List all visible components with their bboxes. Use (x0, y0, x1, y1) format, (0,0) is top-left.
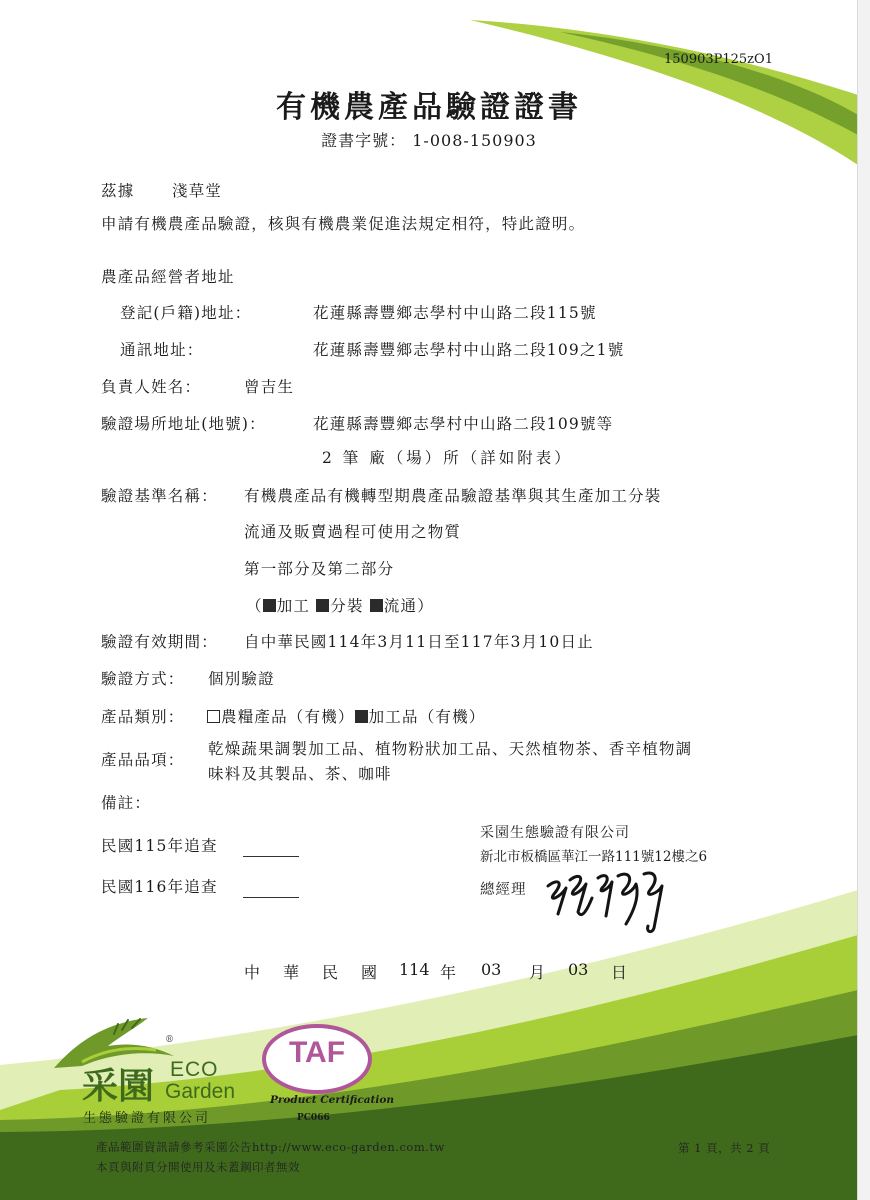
date-day: 03 (568, 960, 589, 979)
issuer-address: 新北市板橋區華江一路111號12樓之6 (480, 849, 708, 865)
standard-line-3: 第一部分及第二部分 (244, 560, 395, 578)
checkbox-distribution (370, 599, 383, 612)
category-agri-product: 農糧產品（有機） (221, 708, 355, 726)
standard-line-1: 有機農產品有機轉型期農產品驗證基準與其生產加工分裝 (244, 487, 662, 505)
standard-line-2: 流通及販賣過程可使用之物質 (244, 523, 462, 541)
date-day-unit: 日 (611, 963, 628, 982)
checkbox-processed-product (355, 710, 368, 723)
taf-code: PC066 (297, 1113, 330, 1123)
validity-label: 驗證有效期間： (101, 633, 218, 651)
mailing-address: 花蓮縣壽豐鄉志學村中山路二段109之1號 (313, 341, 625, 359)
items-line-2: 味料及其製品、茶、咖啡 (208, 765, 392, 783)
items-label: 產品品項： (101, 751, 185, 769)
applicant-name: 淺草堂 (172, 182, 223, 200)
date-char-3: 民 (322, 963, 339, 982)
remarks-label: 備註： (101, 794, 152, 812)
general-manager-label: 總經理 (480, 882, 527, 898)
date-month-unit: 月 (529, 963, 546, 982)
certification-statement: 申請有機農產品驗證，核與有機農業促進法規定相符，特此證明。 (101, 215, 586, 233)
followup-116-blank (243, 897, 299, 898)
logo-registered-mark: ® (165, 1035, 174, 1045)
date-month: 03 (481, 960, 502, 979)
followup-115-blank (243, 856, 299, 857)
category-processed-product: 加工品（有機） (368, 708, 486, 726)
signature-image (540, 868, 690, 938)
method-label: 驗證方式： (101, 670, 185, 688)
basis-label: 茲據 (101, 182, 135, 200)
checkbox-agri-product (207, 710, 220, 723)
logo-company-name: 生態驗證有限公司 (83, 1111, 212, 1126)
date-year-unit: 年 (440, 963, 457, 982)
category-label: 產品類別： (101, 708, 185, 726)
standard-label: 驗證基準名稱： (101, 487, 218, 505)
scope-close: ） (417, 597, 434, 615)
logo-garden-text: Garden (165, 1080, 236, 1103)
scope-processing: 加工 (276, 597, 311, 615)
logo-eco-text: ECO (170, 1058, 219, 1081)
registered-address: 花蓮縣壽豐鄉志學村中山路二段115號 (313, 304, 597, 322)
date-char-4: 國 (361, 963, 378, 982)
address-section-label: 農產品經營者地址 (101, 268, 235, 286)
followup-116-label: 民國116年追查 (101, 878, 218, 896)
method-value: 個別驗證 (208, 670, 275, 688)
certificate-number-value: 1-008-150903 (412, 131, 537, 150)
footer-notice-2: 本頁與附頁分開使用及未蓋鋼印者無效 (96, 1160, 300, 1174)
logo-chinese-name: 采園 (82, 1065, 155, 1107)
page-number: 第 1 頁，共 2 頁 (678, 1141, 771, 1155)
taf-caption: Product Certification (270, 1094, 395, 1106)
responsible-label: 負責人姓名： (101, 378, 202, 396)
validity-period: 自中華民國114年3月11日至117年3月10日止 (244, 633, 594, 651)
site-count: 2 筆 廠（場）所（詳如附表） (322, 449, 573, 467)
scope-open: （ (246, 597, 263, 615)
responsible-name: 曾吉生 (244, 378, 295, 396)
certificate-number (0, 128, 858, 151)
certificate-number-label: 證書字號： (321, 131, 407, 150)
page-title: 有機農產品驗證證書 (276, 90, 582, 125)
followup-115-label: 民國115年追查 (101, 837, 218, 855)
footer-notice-1: 產品範圍資訊請參考采園公告http://www.eco-garden.com.tw (96, 1140, 445, 1154)
taf-logo-text: TAF (288, 1036, 346, 1069)
site-address: 花蓮縣壽豐鄉志學村中山路二段109號等 (313, 415, 614, 433)
date-year: 114 (399, 960, 430, 979)
page-edge (857, 0, 870, 1200)
date-char-2: 華 (283, 963, 300, 982)
scope-list (246, 594, 434, 616)
registered-address-label: 登記(戶籍)地址： (120, 304, 252, 322)
issuer-name: 采園生態驗證有限公司 (480, 825, 630, 841)
items-line-1: 乾燥蔬果調製加工品、植物粉狀加工品、天然植物茶、香辛植物調 (208, 740, 693, 758)
date-char-1: 中 (244, 963, 261, 982)
scope-distribution: 流通 (383, 597, 418, 615)
checkbox-processing (263, 599, 276, 612)
category-options (207, 705, 486, 727)
document-code: 150903P125zO1 (664, 52, 773, 67)
scope-packaging: 分裝 (330, 597, 364, 615)
checkbox-packaging (316, 599, 329, 612)
site-label: 驗證場所地址(地號)： (101, 415, 266, 433)
mailing-address-label: 通訊地址： (120, 341, 204, 359)
